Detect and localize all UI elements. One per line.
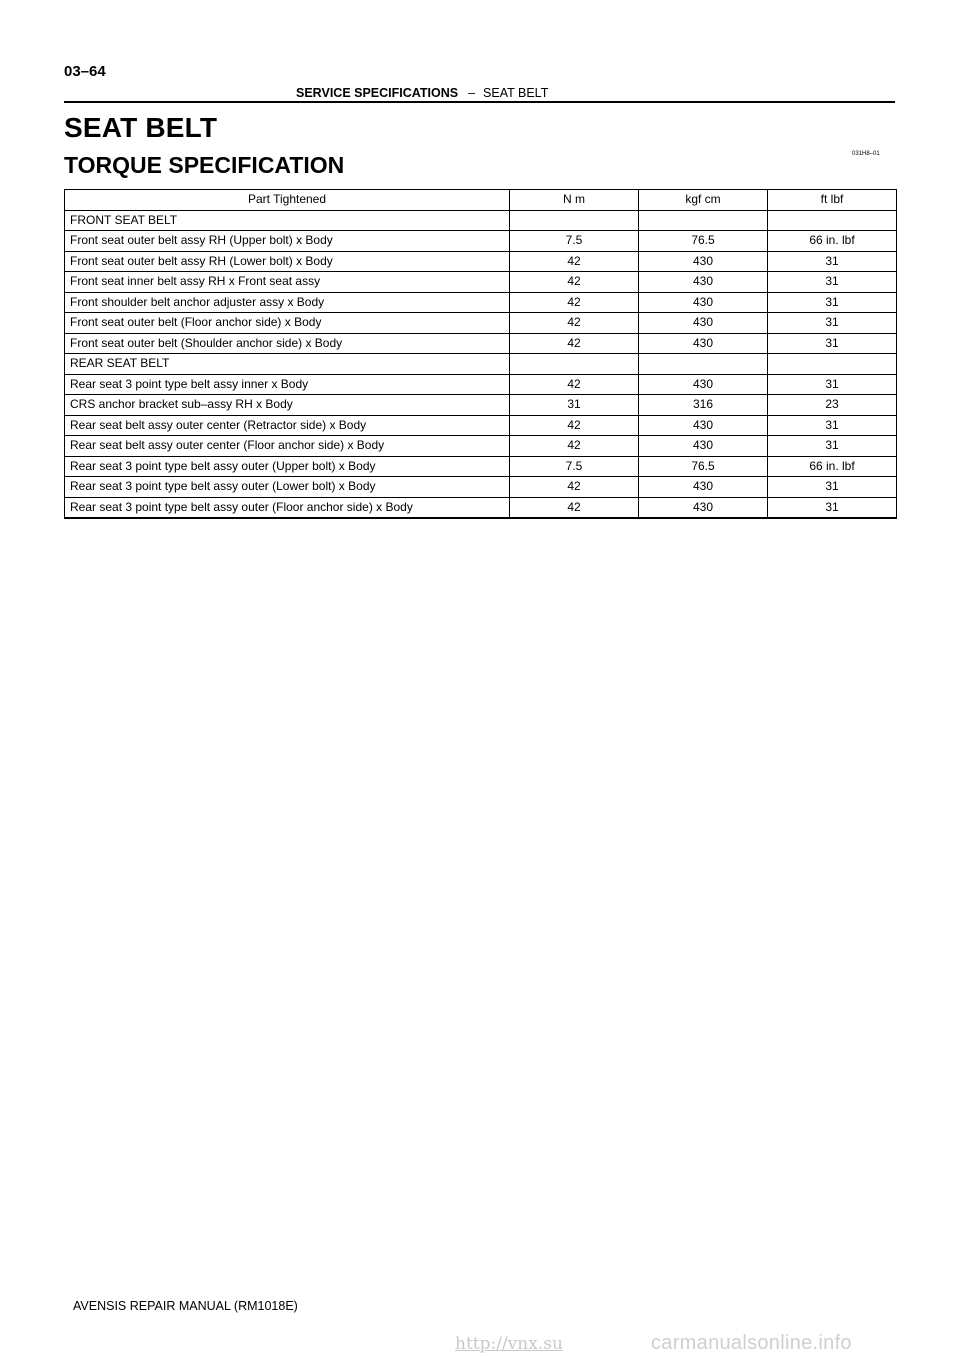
cell-kgfcm: 430 — [639, 415, 768, 436]
cell-part: Front seat outer belt (Shoulder anchor side) x Body — [65, 333, 510, 354]
column-header-part: Part Tightened — [65, 190, 510, 211]
section-title: TORQUE SPECIFICATION — [64, 152, 345, 178]
page-title: SEAT BELT — [64, 112, 218, 143]
cell-nm: 42 — [510, 333, 639, 354]
cell-nm: 42 — [510, 436, 639, 457]
manual-footer: AVENSIS REPAIR MANUAL (RM1018E) — [73, 1299, 298, 1313]
table-row — [65, 395, 897, 416]
column-header-nm: N m — [510, 190, 639, 211]
cell-nm — [510, 354, 639, 375]
cell-ftlbf: 31 — [768, 415, 897, 436]
running-header — [296, 86, 548, 100]
table-row — [65, 313, 897, 334]
table-header-row — [65, 190, 897, 211]
cell-nm: 7.5 — [510, 456, 639, 477]
cell-part: Front shoulder belt anchor adjuster assy x Body — [65, 292, 510, 313]
cell-part: FRONT SEAT BELT — [65, 210, 510, 231]
cell-ftlbf: 31 — [768, 272, 897, 293]
cell-ftlbf: 31 — [768, 313, 897, 334]
cell-kgfcm: 430 — [639, 333, 768, 354]
page-number: 03–64 — [64, 63, 106, 80]
site-brand-watermark: carmanualsonline.info — [651, 1332, 852, 1354]
cell-ftlbf — [768, 354, 897, 375]
table-row — [65, 231, 897, 252]
cell-kgfcm: 430 — [639, 292, 768, 313]
cell-part: Rear seat belt assy outer center (Floor anchor side) x Body — [65, 436, 510, 457]
cell-ftlbf: 31 — [768, 333, 897, 354]
table-row-section — [65, 354, 897, 375]
cell-nm: 31 — [510, 395, 639, 416]
column-header-ftlbf: ft lbf — [768, 190, 897, 211]
table-row — [65, 477, 897, 498]
table-row — [65, 272, 897, 293]
header-topic: SEAT BELT — [483, 86, 549, 100]
cell-part: Front seat outer belt (Floor anchor side) x Body — [65, 313, 510, 334]
cell-ftlbf: 66 in. lbf — [768, 456, 897, 477]
cell-ftlbf: 66 in. lbf — [768, 231, 897, 252]
cell-ftlbf: 31 — [768, 251, 897, 272]
cell-part: Rear seat 3 point type belt assy outer (Floor anchor side) x Body — [65, 497, 510, 518]
table-row — [65, 456, 897, 477]
cell-kgfcm: 430 — [639, 374, 768, 395]
cell-ftlbf: 31 — [768, 477, 897, 498]
cell-nm: 42 — [510, 415, 639, 436]
cell-part: Front seat inner belt assy RH x Front seat assy — [65, 272, 510, 293]
cell-part: REAR SEAT BELT — [65, 354, 510, 375]
cell-kgfcm: 430 — [639, 272, 768, 293]
cell-part: Rear seat 3 point type belt assy outer (Lower bolt) x Body — [65, 477, 510, 498]
table-row — [65, 436, 897, 457]
cell-nm: 42 — [510, 497, 639, 518]
document-code: 031H8–01 — [852, 151, 880, 157]
header-section: SERVICE SPECIFICATIONS — [296, 86, 459, 100]
torque-spec-table — [64, 189, 897, 519]
cell-kgfcm: 430 — [639, 313, 768, 334]
cell-nm: 42 — [510, 292, 639, 313]
cell-kgfcm — [639, 354, 768, 375]
cell-ftlbf: 31 — [768, 497, 897, 518]
table-row — [65, 333, 897, 354]
cell-ftlbf: 31 — [768, 374, 897, 395]
table-row — [65, 292, 897, 313]
table-row — [65, 415, 897, 436]
cell-nm: 42 — [510, 272, 639, 293]
cell-ftlbf — [768, 210, 897, 231]
cell-ftlbf: 23 — [768, 395, 897, 416]
cell-nm — [510, 210, 639, 231]
cell-kgfcm: 316 — [639, 395, 768, 416]
cell-part: CRS anchor bracket sub–assy RH x Body — [65, 395, 510, 416]
cell-part: Front seat outer belt assy RH (Upper bolt) x Body — [65, 231, 510, 252]
cell-nm: 42 — [510, 251, 639, 272]
cell-nm: 42 — [510, 374, 639, 395]
source-watermark-link[interactable]: http://vnx.su — [455, 1334, 563, 1354]
header-separator: – — [468, 86, 476, 100]
column-header-kgfcm: kgf cm — [639, 190, 768, 211]
cell-part: Rear seat 3 point type belt assy inner x Body — [65, 374, 510, 395]
table-row — [65, 497, 897, 518]
cell-kgfcm: 430 — [639, 477, 768, 498]
cell-kgfcm: 430 — [639, 251, 768, 272]
table-row — [65, 251, 897, 272]
table-row — [65, 374, 897, 395]
cell-kgfcm — [639, 210, 768, 231]
cell-nm: 42 — [510, 313, 639, 334]
cell-kgfcm: 76.5 — [639, 456, 768, 477]
cell-ftlbf: 31 — [768, 436, 897, 457]
cell-nm: 42 — [510, 477, 639, 498]
cell-kgfcm: 430 — [639, 497, 768, 518]
cell-part: Rear seat 3 point type belt assy outer (Upper bolt) x Body — [65, 456, 510, 477]
cell-kgfcm: 76.5 — [639, 231, 768, 252]
cell-kgfcm: 430 — [639, 436, 768, 457]
cell-part: Rear seat belt assy outer center (Retractor side) x Body — [65, 415, 510, 436]
cell-ftlbf: 31 — [768, 292, 897, 313]
cell-nm: 7.5 — [510, 231, 639, 252]
cell-part: Front seat outer belt assy RH (Lower bolt) x Body — [65, 251, 510, 272]
table-row-section — [65, 210, 897, 231]
